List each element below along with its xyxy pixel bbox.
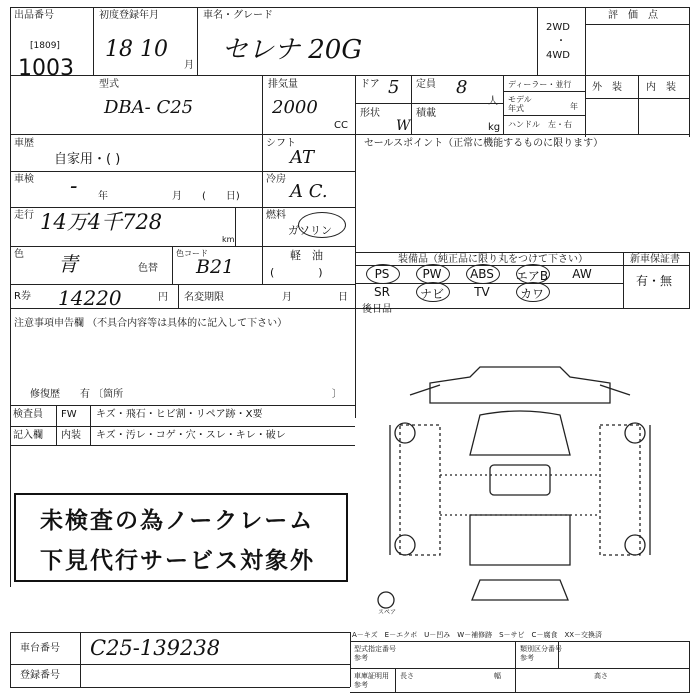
cert-label: 型式指定番号 参考: [354, 645, 396, 662]
reg-label: 登録番号: [20, 670, 60, 681]
length-label: 長さ: [400, 672, 414, 680]
notice-line1: 未検査の為ノークレーム: [40, 508, 315, 534]
equipment-item: PW: [422, 267, 442, 281]
load-label: 積載: [416, 108, 436, 119]
equipment-item: エアB: [515, 269, 549, 283]
warranty-value: 有・無: [636, 274, 673, 288]
rating-label: 評 価 点: [608, 10, 658, 21]
shape-label: 形状: [360, 108, 380, 119]
equipment-circle: [416, 264, 450, 284]
equipment-circle: [366, 264, 400, 284]
first-reg-label: 初度登録年月: [99, 10, 159, 21]
inspection-month-unit: 月: [172, 191, 182, 202]
car-name-value: セレナ 20G: [222, 35, 363, 65]
warranty-label: 新車保証書: [630, 254, 680, 265]
equipment-circle: [516, 282, 550, 302]
int-items: キズ・汚レ・コゲ・穴・スレ・キレ・破レ: [96, 430, 286, 441]
drive-dot: ・: [556, 36, 566, 47]
inspection-year-unit: 年: [98, 191, 108, 202]
mileage-value: 14万4千728: [40, 210, 163, 234]
notice-line2: 下見代行サービス対象外: [40, 548, 315, 574]
fuel-gasoline-circle: [298, 212, 346, 238]
color-value: 青: [58, 252, 78, 276]
drive-2wd: 2WD: [546, 22, 570, 33]
kg-unit: kg: [488, 122, 501, 133]
mileage-unit: km: [222, 235, 235, 244]
equipment-item: AW: [572, 267, 592, 281]
class-label: 類別区分番号 参考: [520, 645, 562, 662]
color-change-label: 色替: [138, 263, 158, 274]
car-name-label: 車名・グレード: [203, 10, 273, 21]
repair-label: 修復歴 有 〔箇所: [30, 389, 124, 400]
fuel-gasoline: ガソリン: [288, 224, 332, 237]
displacement-value: 2000: [272, 97, 318, 118]
displacement-label: 排気量: [268, 79, 298, 90]
equipment-item: カワ: [519, 287, 544, 301]
width-label: 幅: [494, 672, 501, 680]
handle-label: ハンドル 左・右: [508, 120, 572, 129]
lot-label: 出品番号: [14, 10, 54, 21]
int-label: 内装: [61, 430, 81, 441]
equipment-circle: [466, 264, 500, 284]
equipment-circle: [416, 282, 450, 302]
shape-value: W: [396, 118, 411, 134]
first-reg-month: 月: [184, 60, 194, 71]
doors-label: ドア: [360, 79, 380, 90]
vehicle-cert-label: 車庫証明用 参考: [354, 672, 389, 689]
color-code-value: B21: [196, 256, 235, 278]
cc-unit: CC: [334, 120, 348, 131]
repair-close: 〕: [332, 389, 342, 400]
fuel-label: 燃料: [266, 210, 286, 221]
shift-value: AT: [290, 147, 315, 168]
interior-label: 内 装: [646, 82, 676, 93]
color-code-label: 色コード: [176, 249, 208, 258]
equipment-item: ナビ: [419, 287, 444, 301]
capacity-label: 定員: [416, 79, 436, 90]
name-change-label: 名変期限: [184, 292, 224, 303]
fuel-diesel: 軽 油: [290, 249, 323, 262]
name-change-month: 月: [282, 292, 292, 303]
exterior-label: 外 装: [592, 82, 622, 93]
year-unit: 年: [570, 102, 578, 111]
fw-items: キズ・飛石・ヒビ割・リペア跡・X要: [96, 409, 263, 420]
name-change-day: 日: [338, 292, 348, 303]
equipment-item: PS: [374, 267, 390, 281]
inspector-label-top: 検査員: [13, 409, 43, 420]
car-damage-diagram: [370, 355, 670, 615]
chassis-value: C25-139238: [90, 636, 221, 660]
recycle-unit: 円: [158, 292, 168, 303]
ac-value: A C.: [290, 181, 328, 202]
inspector-label-bottom: 記入欄: [13, 430, 43, 441]
lot-number: 1003: [18, 56, 74, 81]
history-value: 自家用・( ): [54, 152, 121, 167]
model-label: 型式: [99, 79, 119, 90]
sales-label: セールスポイント（正常に機能するものに限ります）: [364, 138, 604, 149]
recycle-label: R券: [14, 291, 31, 302]
shift-label: シフト: [266, 138, 296, 149]
spare-label: スペア: [378, 609, 397, 616]
equipment-item: SR: [374, 285, 390, 299]
chassis-label: 車台番号: [20, 643, 60, 654]
capacity-value: 8: [456, 77, 468, 98]
recycle-value: 14220: [58, 286, 122, 310]
history-label: 車歴: [14, 138, 34, 149]
damage-legend: A－キズ E－エクボ U－凹み W－補修跡 S－サビ C－腐食 XX－交換済: [352, 631, 603, 639]
height-label: 高さ: [594, 672, 608, 680]
doors-value: 5: [388, 77, 400, 98]
mileage-label: 走行: [14, 210, 34, 221]
notes-label: 注意事項申告欄 （不具合内容等は具体的に記入して下さい）: [14, 318, 288, 329]
fuel-other: ( ): [270, 266, 323, 279]
dealer-label: ディーラー・並行: [508, 80, 572, 89]
inspection-day-unit: ( 日): [202, 191, 240, 202]
drive-4wd: 4WD: [546, 50, 570, 61]
equipment-item: TV: [474, 285, 490, 299]
equipment-circle: [516, 264, 550, 284]
equipment-item: ABS: [470, 267, 494, 281]
lot-code: [1809]: [30, 41, 60, 51]
model-value: DBA- C25: [104, 97, 194, 118]
equipment-title: 装備品（純正品に限り丸をつけて下さい）: [398, 254, 588, 265]
model-year-label: モデル 年式: [508, 95, 532, 113]
ac-label: 冷房: [266, 174, 286, 185]
color-label: 色: [14, 249, 24, 260]
fw-label: FW: [61, 409, 77, 420]
later-docs-label: 後日品: [362, 304, 392, 315]
inspection-year-value: -: [70, 174, 78, 199]
person-unit: 人: [488, 96, 498, 107]
first-reg-value: 18 10: [105, 37, 168, 62]
inspection-label: 車検: [14, 174, 34, 185]
